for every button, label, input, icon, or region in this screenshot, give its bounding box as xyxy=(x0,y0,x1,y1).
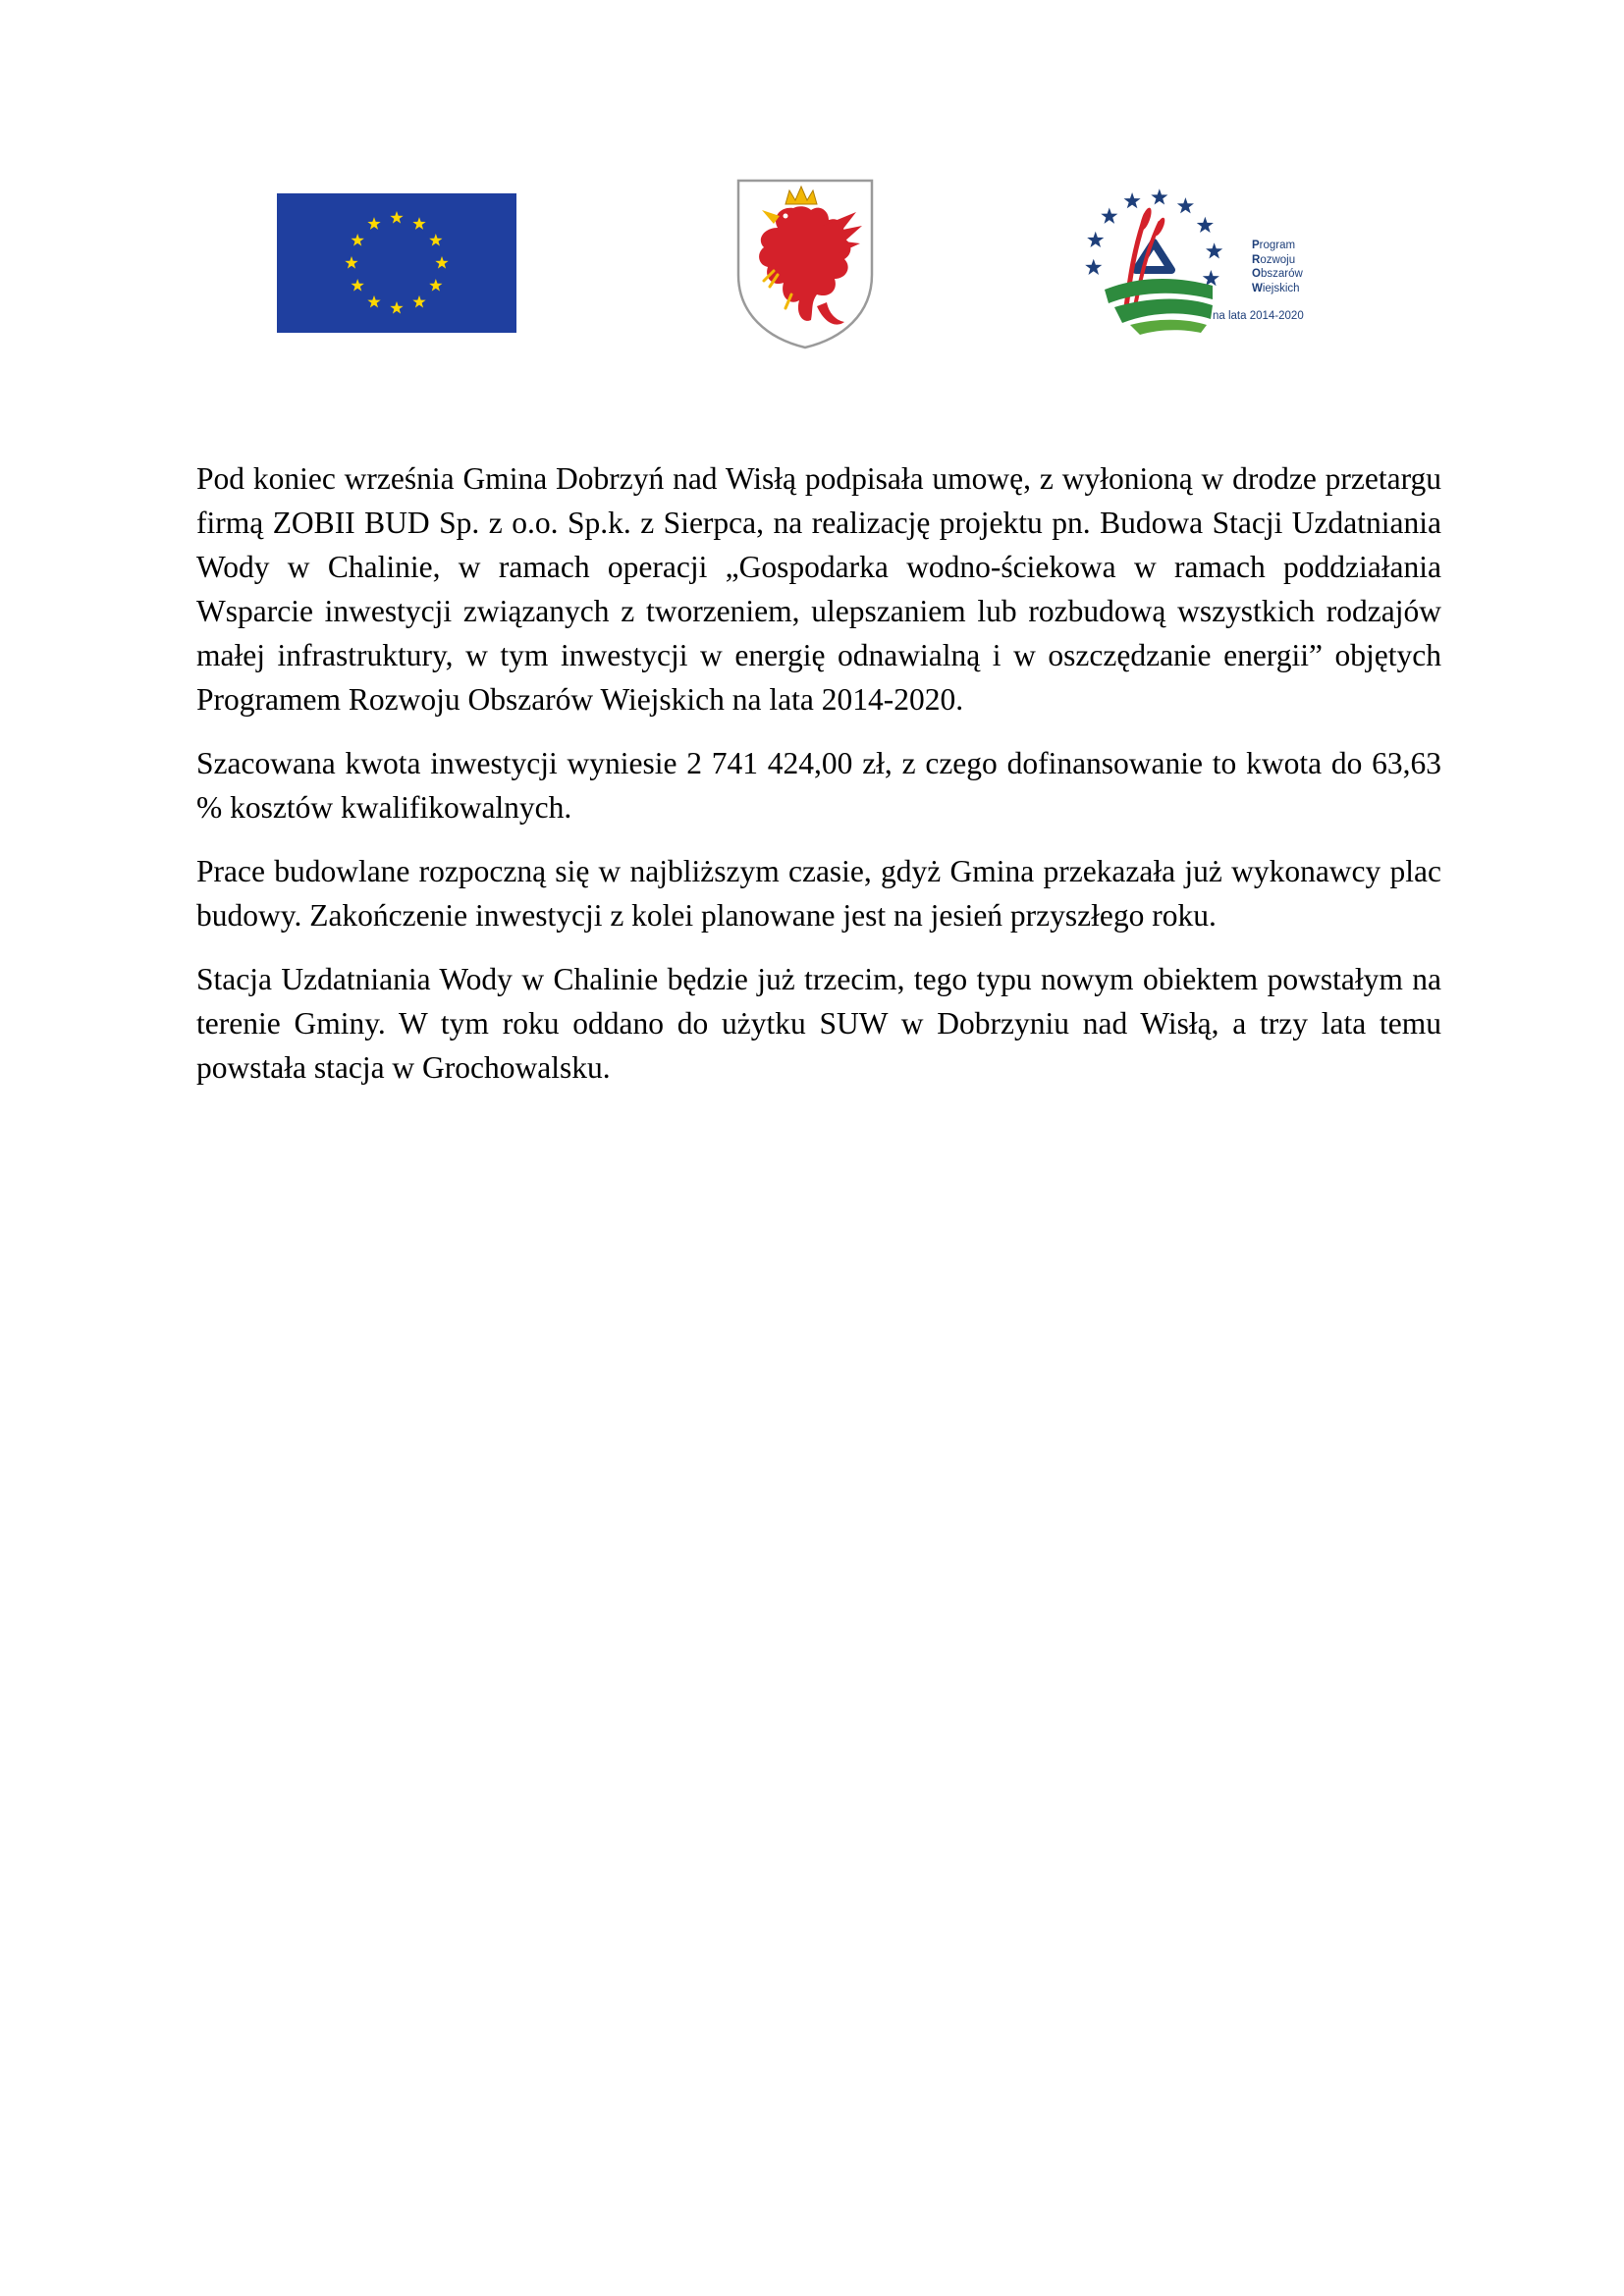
article-body xyxy=(196,456,1441,1109)
prow-star-icon xyxy=(1203,270,1219,286)
prow-star-icon xyxy=(1206,242,1222,258)
prow-star-icon xyxy=(1101,208,1117,224)
prow-star-icon xyxy=(1087,232,1104,247)
prow-line-1: Program xyxy=(1252,240,1296,251)
prow-star-icon xyxy=(1197,217,1214,233)
article-paragraph-1: Pod koniec września Gmina Dobrzyń nad Wisłą podpisała umowę, z wyłonioną w drodze przetargu firmą ZOBII BUD Sp. z o.o. Sp.k. z Sierpca, na realizację projektu pn. Budowa Stacji Uzdatniania Wody w Chalinie, w ramach operacji „Gospodarka wodno-ściekowa w ramach poddziałania Wsparcie inwestycji związanych z tworzeniem, ulepszaniem lub rozbudową wszystkich rodzajów małej infrastruktury, w tym inwestycji w energię odnawialną i w oszczędzanie energii” objętych Programem Rozwoju Obszarów Wiejskich na lata 2014-2020. xyxy=(196,461,1441,717)
red-griffin-crest-icon xyxy=(734,177,876,351)
prow-logo-text xyxy=(1252,239,1303,295)
prow-star-icon xyxy=(1085,259,1102,275)
article-paragraph-4: Stacja Uzdatniania Wody w Chalinie będzie już trzecim, tego typu nowym obiektem powstałym na terenie Gminy. W tym roku oddano do użytku SUW w Dobrzyniu nad Wisłą, a trzy lata temu powstała stacja w Grochowalsku. xyxy=(196,962,1441,1085)
prow-line-3: Obszarów xyxy=(1252,268,1303,280)
prow-line-4: Wiejskich xyxy=(1252,282,1300,294)
article-paragraph-3: Prace budowlane rozpoczną się w najbliższym czasie, gdyż Gmina przekazała już wykonawcy plac budowy. Zakończenie inwestycji z kolei planowane jest na jesień przyszłego roku. xyxy=(196,854,1441,933)
prow-star-icon xyxy=(1177,197,1194,213)
article-paragraph-2: Szacowana kwota inwestycji wyniesie 2 741 424,00 zł, z czego dofinansowanie to kwota do 63,63 % kosztów kwalifikowalnych. xyxy=(196,746,1441,825)
prow-star-icon xyxy=(1151,188,1167,204)
logo-header xyxy=(0,0,1624,373)
prow-years: na lata 2014-2020 xyxy=(1213,310,1304,322)
prow-star-icon xyxy=(1124,192,1141,208)
eu-flag-icon xyxy=(277,193,516,333)
prow-line-2: Rozwoju xyxy=(1252,253,1296,266)
